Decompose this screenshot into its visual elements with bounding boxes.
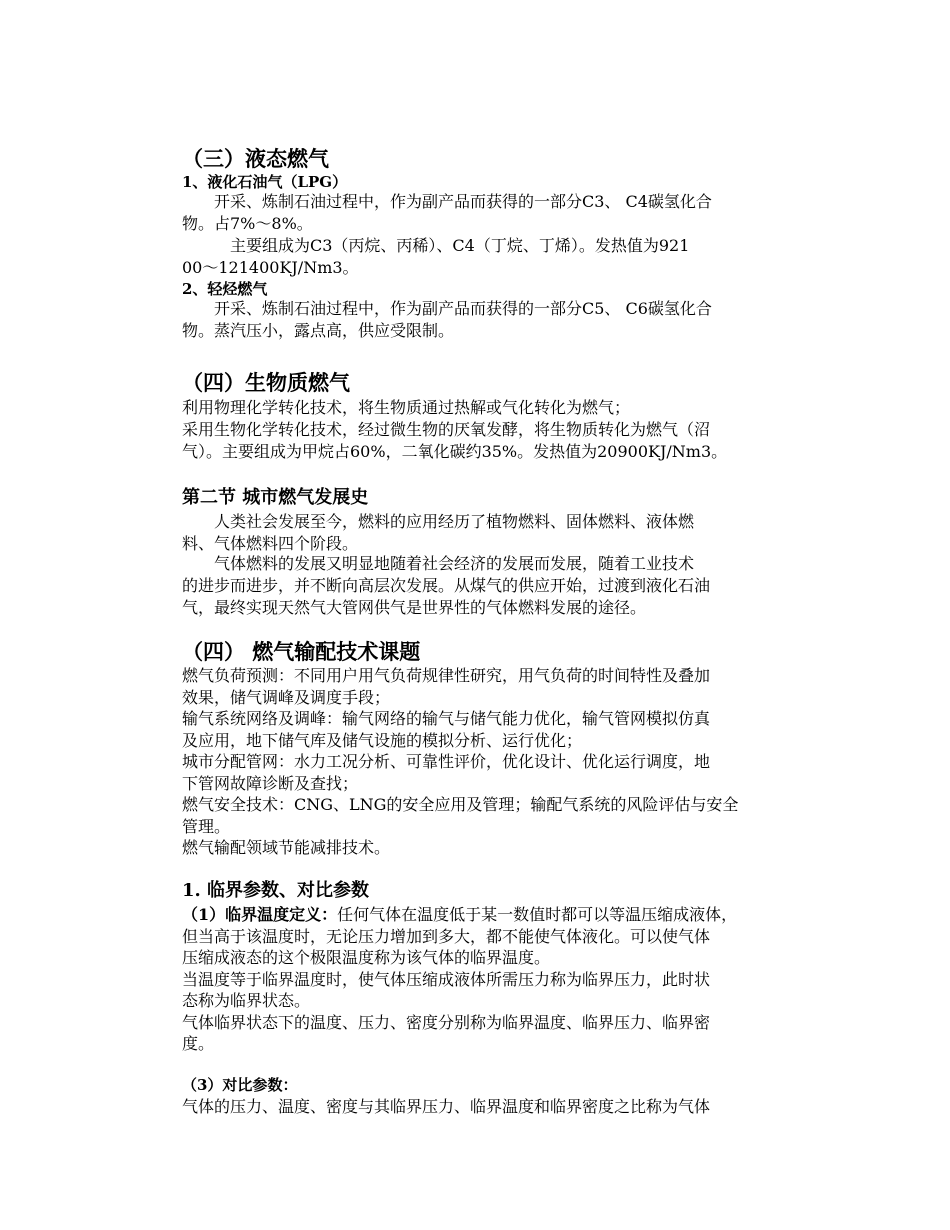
paragraph-line: 利用物理化学转化技术，将生物质通过热解或气化转化为燃气；	[182, 398, 631, 417]
paragraph-line: 开采、炼制石油过程中，作为副产品而获得的一部分C3、 C4碳氢化合	[182, 192, 712, 211]
section-heading: （四）生物质燃气	[182, 370, 350, 395]
subheading: （3）对比参数：	[182, 1076, 298, 1094]
paragraph-line: 气体临界状态下的温度、压力、密度分别称为临界温度、临界压力、临界密	[182, 1013, 711, 1032]
paragraph-line: 城市分配管网：水力工况分析、可靠性评价，优化设计、优化运行调度，地	[182, 752, 711, 771]
paragraph-line: 物。蒸汽压小，露点高，供应受限制。	[182, 321, 455, 340]
section-heading: （三）液态燃气	[182, 146, 329, 171]
subheading: 2、轻烃燃气	[182, 280, 268, 298]
paragraph-line: 料、气体燃料四个阶段。	[182, 534, 359, 553]
paragraph-line: 下管网故障诊断及查找；	[182, 774, 359, 793]
paragraph-line: 气，最终实现天然气大管网供气是世界性的气体燃料发展的途径。	[182, 598, 647, 617]
paragraph-line: 气）。主要组成为甲烷占60%，二氧化碳约35%。发热值为20900KJ/Nm3。	[182, 442, 728, 461]
paragraph-line: 人类社会发展至今，燃料的应用经历了植物燃料、固体燃料、液体燃	[182, 512, 695, 531]
paragraph-line: 当温度等于临界温度时，使气体压缩成液体所需压力称为临界压力，此时状	[182, 970, 711, 989]
paragraph-line: 态称为临界状态。	[182, 991, 311, 1010]
subheading: 1、液化石油气（LPG）	[182, 173, 348, 191]
paragraph-line: 燃气负荷预测：不同用户用气负荷规律性研究，用气负荷的时间特性及叠加	[182, 666, 711, 685]
paragraph-line: 物。占7%～8%。	[182, 214, 313, 233]
paragraph-line: 压缩成液态的这个极限温度称为该气体的临界温度。	[182, 948, 551, 967]
section-heading: 1. 临界参数、对比参数	[182, 880, 370, 901]
section-heading: （四） 燃气输配技术课题	[182, 639, 421, 664]
paragraph-line: 度。	[182, 1034, 215, 1053]
paragraph-line: 燃气安全技术：CNG、LNG的安全应用及管理；输配气系统的风险评估与安全	[182, 795, 739, 814]
paragraph-line: 采用生物化学转化技术，经过微生物的厌氧发酵，将生物质转化为燃气（沼	[182, 420, 711, 439]
paragraph-line: 00～121400KJ/Nm3。	[182, 258, 359, 277]
paragraph-line: 输气系统网络及调峰：输气网络的输气与储气能力优化，输气管网模拟仿真	[182, 709, 711, 728]
paragraph-line: 管理。	[182, 817, 231, 836]
paragraph-line: 的进步而进步，并不断向高层次发展。从煤气的供应开始，过渡到液化石油	[182, 576, 711, 595]
section-heading: 第二节 城市燃气发展史	[182, 487, 369, 508]
paragraph-line: 效果，储气调峰及调度手段；	[182, 688, 391, 707]
paragraph-line: 气体的压力、温度、密度与其临界压力、临界温度和临界密度之比称为气体	[182, 1097, 711, 1116]
paragraph-line: 及应用，地下储气库及储气设施的模拟分析、运行优化；	[182, 731, 583, 750]
paragraph-text: 任何气体在温度低于某一数值时都可以等温压缩成液体，	[337, 905, 738, 924]
paragraph-line: 但当高于该温度时，无论压力增加到多大，都不能使气体液化。可以使气体	[182, 927, 711, 946]
paragraph-line	[182, 904, 737, 926]
paragraph-line: 开采、炼制石油过程中，作为副产品而获得的一部分C5、 C6碳氢化合	[182, 299, 712, 318]
paragraph-line: 燃气输配领域节能减排技术。	[182, 838, 391, 857]
paragraph-line: 气体燃料的发展又明显地随着社会经济的发展而发展，随着工业技术	[182, 554, 695, 573]
bold-term: （1）临界温度定义：	[182, 905, 338, 924]
paragraph-line: 主要组成为C3（丙烷、丙稀）、C4（丁烷、丁烯）。发热值为921	[182, 236, 690, 255]
